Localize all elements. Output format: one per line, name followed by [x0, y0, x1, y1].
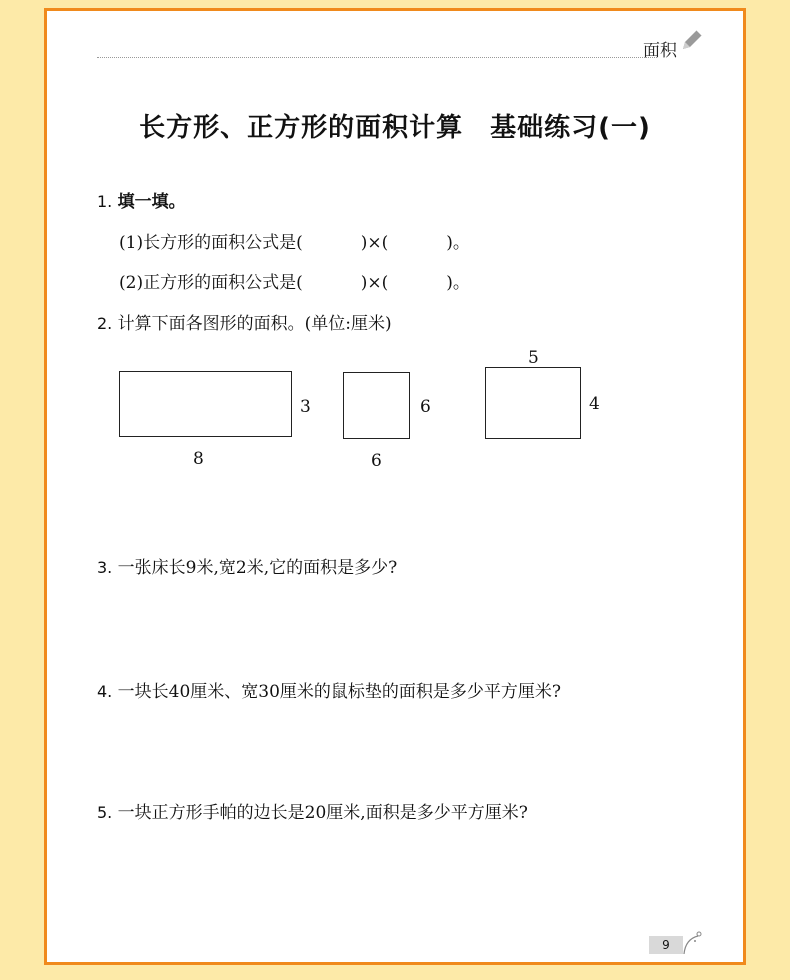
- rectangle-height-label: 3: [300, 397, 311, 417]
- question-2: [97, 309, 392, 334]
- rectangle-2-height-label: 4: [589, 394, 600, 414]
- question-3: [97, 553, 397, 578]
- question-number: 2.: [97, 314, 113, 333]
- item-mid: )×(: [360, 233, 389, 253]
- square-side-label: 6: [420, 397, 431, 417]
- question-text: 计算下面各图形的面积。(单位:厘米): [117, 314, 392, 334]
- question-number: 1.: [97, 192, 113, 211]
- square-bottom-label: 6: [371, 451, 382, 471]
- question-4: [97, 677, 561, 702]
- question-number: 3.: [97, 558, 113, 577]
- question-5: [97, 798, 528, 823]
- question-1-item-2: [119, 268, 470, 293]
- pencil-icon: [679, 27, 705, 53]
- swirl-decoration-icon: [681, 930, 703, 956]
- question-text: 一张床长9米,宽2米,它的面积是多少?: [117, 558, 398, 578]
- page-title: 长方形、正方形的面积计算 基础练习(一): [139, 113, 651, 143]
- worksheet-page: [44, 8, 746, 965]
- question-1: [97, 187, 186, 212]
- rectangle-2-width-label: 5: [528, 348, 539, 368]
- rectangle-width-label: 8: [193, 449, 204, 469]
- rectangle-shape-2: [485, 367, 581, 439]
- item-suffix: )。: [446, 233, 470, 253]
- header-divider: [97, 57, 657, 58]
- question-text: 一块长40厘米、宽30厘米的鼠标垫的面积是多少平方厘米?: [117, 682, 562, 702]
- rectangle-shape: [119, 371, 292, 437]
- question-number: 4.: [97, 682, 113, 701]
- question-number: 5.: [97, 803, 113, 822]
- question-1-item-1: [119, 228, 470, 253]
- square-shape: [343, 372, 410, 439]
- section-label: 面积: [643, 41, 677, 61]
- item-prefix: (2)正方形的面积公式是(: [119, 273, 303, 293]
- question-text: 填一填。: [117, 192, 186, 212]
- page-number: 9: [649, 936, 683, 954]
- item-suffix: )。: [446, 273, 470, 293]
- item-mid: )×(: [360, 273, 389, 293]
- question-text: 一块正方形手帕的边长是20厘米,面积是多少平方厘米?: [117, 803, 528, 823]
- item-prefix: (1)长方形的面积公式是(: [119, 233, 303, 253]
